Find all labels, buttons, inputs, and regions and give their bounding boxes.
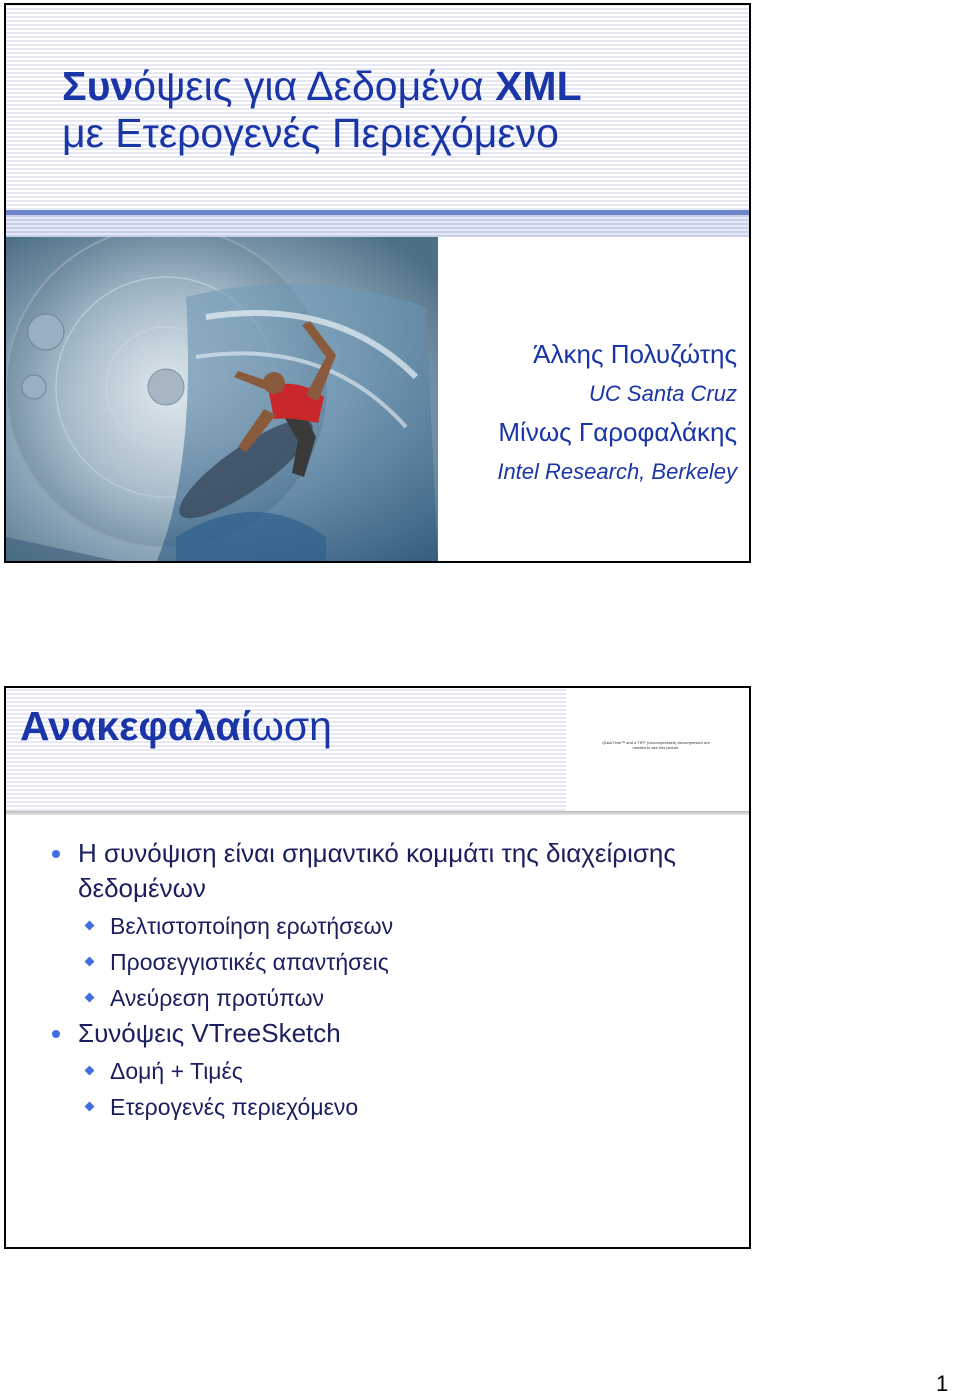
- bullet-text: Συνόψεις VTreeSketch: [78, 1018, 341, 1048]
- quicktime-message: QuickTime™ and a TIFF (Uncompressed) decompressor are needed to see this picture.: [602, 740, 710, 750]
- sub-bullet-item: [6, 1053, 749, 1089]
- diamond-bullet-icon: [85, 921, 95, 931]
- title-part2: όψεις για Δεδομένα: [133, 63, 496, 109]
- slide-title: [20, 702, 332, 750]
- sub-bullet-item: [6, 1089, 749, 1125]
- title-part1: Συν: [62, 63, 134, 109]
- diamond-bullet-icon: [85, 1066, 95, 1076]
- bullet-item: [6, 1016, 749, 1051]
- author-1-name: Άλκης Πολυζώτης: [533, 339, 737, 369]
- author-1-affiliation: UC Santa Cruz: [589, 381, 737, 406]
- sub-bullet-item: [6, 944, 749, 980]
- sub-bullet-item: [6, 908, 749, 944]
- bullet-dot-icon: [52, 1030, 60, 1038]
- sub-bullet-text: Ανεύρεση προτύπων: [110, 985, 325, 1011]
- diamond-bullet-icon: [85, 993, 95, 1003]
- author-2-affiliation: Intel Research, Berkeley: [497, 459, 737, 484]
- diamond-bullet-icon: [85, 957, 95, 967]
- diamond-bullet-icon: [85, 1102, 95, 1112]
- bullet-list: [6, 836, 749, 1125]
- bullet-dot-icon: [52, 850, 60, 858]
- title-slide: [4, 3, 751, 563]
- surfer-disk-image: [6, 237, 438, 563]
- slide-title: [62, 63, 582, 157]
- sub-bullet-item: [6, 980, 749, 1016]
- title-bold: Ανακεφαλαί: [20, 703, 252, 749]
- sub-bullet-text: Δομή + Τιμές: [110, 1058, 243, 1084]
- header-stripe-bar: [6, 215, 749, 237]
- quicktime-placeholder: [566, 688, 751, 811]
- bullet-item: [6, 836, 749, 906]
- summary-slide: [4, 686, 751, 1249]
- page-number: 1: [936, 1371, 949, 1396]
- sub-bullet-text: Προσεγγιστικές απαντήσεις: [110, 949, 389, 975]
- title-line2: με Ετερογενές Περιεχόμενο: [62, 110, 559, 156]
- header-divider: [6, 811, 749, 815]
- title-part3: XML: [495, 63, 582, 109]
- author-2-name: Μίνως Γαροφαλάκης: [498, 417, 737, 447]
- sub-bullet-text: Ετερογενές περιεχόμενο: [110, 1094, 359, 1120]
- sub-bullet-text: Βελτιστοποίηση ερωτήσεων: [110, 913, 394, 939]
- bullet-text: Η συνόψιση είναι σημαντικό κομμάτι της διαχείρισης δεδομένων: [78, 838, 676, 903]
- authors-block: [497, 335, 737, 491]
- title-rest: ωση: [251, 703, 332, 749]
